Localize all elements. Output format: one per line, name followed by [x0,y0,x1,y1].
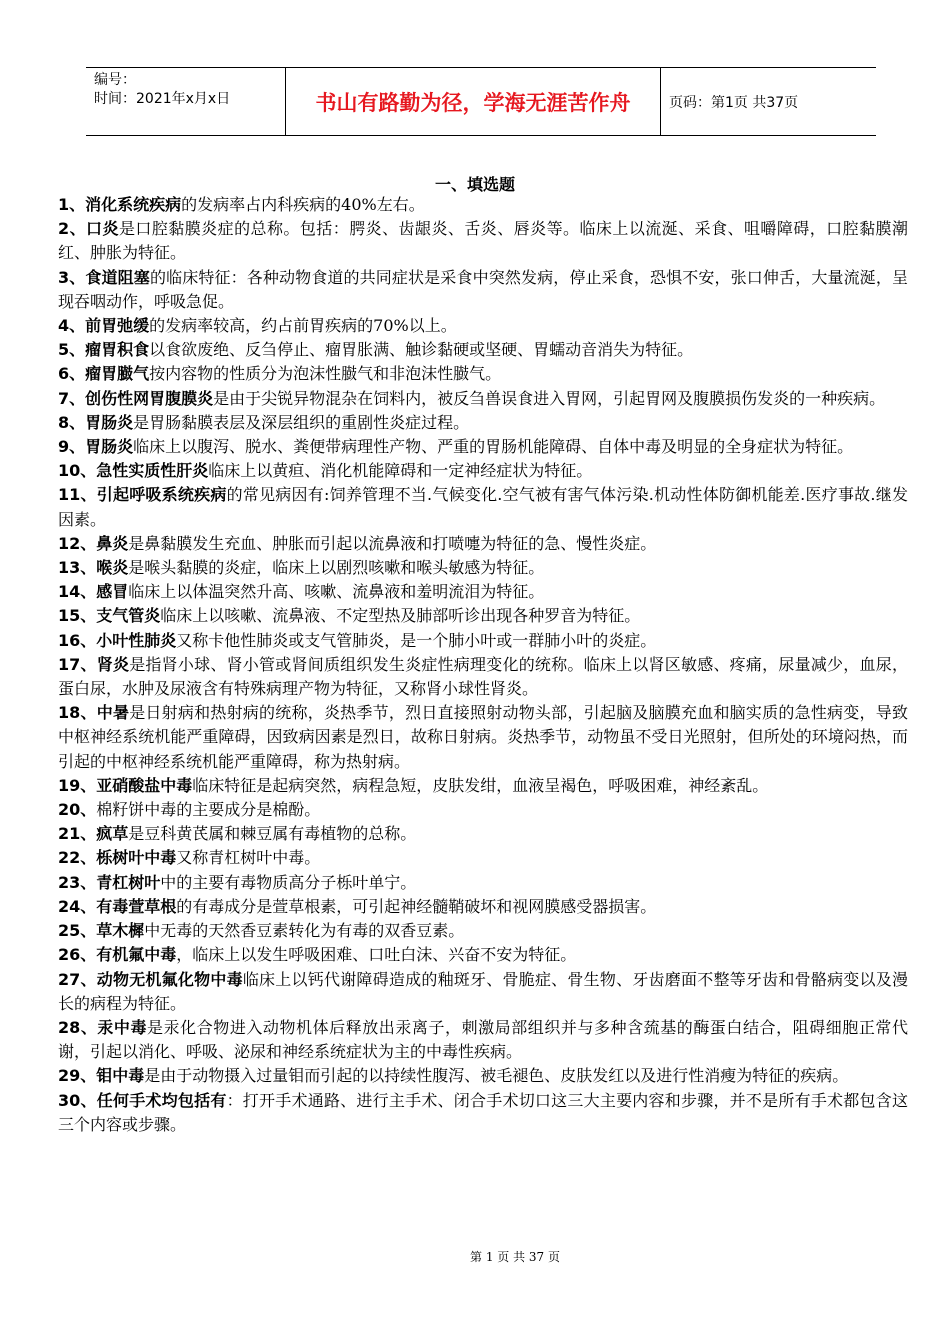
item-number: 28、 [58,1017,98,1037]
item-term: 栎树叶中毒 [96,848,177,868]
item-text: 是豆科黄芪属和棘豆属有毒植物的总称。 [128,824,417,844]
item-number: 19、 [58,775,97,795]
item-term: 引起呼吸系统疾病 [96,485,227,505]
item-term: 疯草 [96,824,129,844]
item-text: ：打开手术通路、进行主手术、闭合手术切口这三大主要内容和步骤，并不是所有手术都包含这三个内容或步骤。 [58,1090,908,1134]
item-number: 1、 [58,195,86,214]
item-term: 草木樨 [96,921,145,941]
item-number: 9、 [58,437,86,457]
item-number: 7、 [58,388,86,408]
item-text: 的发病率占内科疾病的40%左右。 [181,195,425,214]
item-text: 以食欲废绝、反刍停止、瘤胃胀满、触诊黏硬或坚硬、胃蠕动音消失为特征。 [149,340,694,360]
item-text: 临床特征是起病突然，病程急短，皮肤发绀，血液呈褐色，呼吸困难，神经紊乱。 [192,775,769,795]
list-item [58,266,908,314]
header-page-info-cell [661,68,876,135]
item-term: 亚硝酸盐中毒 [96,775,193,795]
list-item [58,846,908,870]
item-term: 创伤性网胃腹膜炎 [85,388,214,408]
item-number: 16、 [58,630,97,650]
item-number: 3、 [58,267,86,287]
item-term: 支气管炎 [96,606,161,626]
item-text: 中的主要有毒物质高分子栎叶单宁。 [160,872,417,892]
item-text: 临床上以咳嗽、流鼻液、不定型热及肺部听诊出现各种罗音为特征。 [160,606,641,626]
list-item [58,435,908,459]
item-number: 24、 [58,896,97,916]
item-number: 23、 [58,872,97,892]
list-item [58,798,908,822]
list-item [58,895,908,919]
list-item [58,362,908,386]
section-title: 一、填选题 [434,175,515,194]
item-term: 食道阻塞 [85,267,150,287]
item-text: 是日射病和热射病的统称，炎热季节，烈日直接照射动物头部，引起脑及脑膜充血和脑实质的急性病变，导致中枢神经系统机能严重障碍，因致病因素是烈日，故称日射病。炎热季节，动物虽不受日光照射，但所处的环境闷热，而引起的中枢神经系统机能严重障碍，称为热射病。 [58,703,908,771]
item-number: 6、 [58,364,86,384]
item-number: 18、 [58,703,97,723]
item-term: 前胃弛缓 [85,316,150,336]
item-text: 的常见病因有:饲养管理不当.气候变化.空气被有害气体污染.机动性体防御机能差.医疗事故.继发因素。 [58,485,908,529]
item-number: 8、 [58,412,86,432]
list-item [58,629,908,653]
item-number: 17、 [58,654,97,674]
list-item [58,822,908,846]
list-item [58,459,908,483]
list-item [58,387,908,411]
item-text: 临床上以体温突然升高、咳嗽、流鼻液和羞明流泪为特征。 [128,582,545,602]
item-term: 急性实质性肝炎 [96,461,209,481]
item-text: 的有毒成分是萱草根素，可引起神经髓鞘破坏和视网膜感受器损害。 [176,896,657,916]
item-number: 11、 [58,485,97,505]
item-number: 5、 [58,340,86,360]
list-item [58,1016,908,1064]
item-number: 2、 [58,219,87,239]
item-term: 有机氟中毒 [96,945,177,965]
item-text: 临床上以钙代谢障碍造成的釉斑牙、骨脆症、骨生物、牙齿磨面不整等牙齿和骨骼病变以及漫长的病程为特征。 [58,969,908,1013]
number-label: 编号： [94,72,136,88]
question-list [58,193,908,1137]
list-item [58,483,908,531]
page-footer: 第 1 页 共 37 页 [470,1250,560,1264]
item-text: 是喉头黏膜的炎症，临床上以剧烈咳嗽和喉头敏感为特征。 [128,558,545,578]
list-item [58,943,908,967]
item-number: 26、 [58,945,97,965]
page-info: 页码：第1页 共37页 [669,94,799,111]
list-item [58,774,908,798]
item-term: 胃肠炎 [85,437,134,457]
item-term: 中暑 [96,703,130,723]
list-item [58,604,908,628]
item-term: 青杠树叶 [96,872,161,892]
item-text: 是由于动物摄入过量钼而引起的以持续性腹泻、被毛褪色、皮肤发红以及进行性消瘦为特征的疾病。 [144,1066,849,1086]
list-item [58,871,908,895]
item-number: 4、 [58,316,86,336]
list-item [58,580,908,604]
time-label: 时间：2021年x月x日 [94,91,231,107]
document-header [86,67,876,136]
item-term: 肾炎 [96,654,130,674]
item-text: 的发病率较高，约占前胃疾病的70%以上。 [149,316,457,336]
list-item [58,968,908,1016]
list-item [58,532,908,556]
list-item [58,314,908,338]
item-text: 是口腔黏膜炎症的总称。包括：腭炎、齿龈炎、舌炎、唇炎等。临床上以流涎、采食、咀嚼障碍，口腔黏膜潮红、肿胀为特征。 [58,219,908,263]
item-number: 27、 [58,969,97,989]
item-text: 是由于尖锐异物混杂在饲料内，被反刍兽误食进入胃网，引起胃网及腹膜损伤发炎的一种疾病。 [213,388,886,408]
item-term: 动物无机氟化物中毒 [96,969,243,989]
list-item [58,217,908,265]
list-item [58,556,908,580]
header-motto-cell [286,68,661,135]
item-term: 胃肠炎 [85,412,134,432]
item-number: 14、 [58,582,97,602]
item-term: 有毒萱草根 [96,896,177,916]
item-term: 感冒 [96,582,129,602]
list-item [58,701,908,774]
item-term: 瘤胃积食 [85,340,150,360]
item-text: 按内容物的性质分为泡沫性臌气和非泡沫性臌气。 [149,364,502,384]
list-item [58,653,908,701]
item-term: 棉籽饼中毒 [96,800,177,820]
item-term: 任何手术均包括有 [96,1090,227,1110]
motto: 书山有路勤为径，学海无涯苦作舟 [315,90,631,115]
item-term: 小叶性肺炎 [96,630,177,650]
list-item [58,193,908,217]
item-text: 是指肾小球、肾小管或肾间质组织发生炎症性病理变化的统称。临床上以肾区敏感、疼痛，尿量减少，血尿，蛋白尿，水肿及尿液含有特殊病理产物为特征，又称肾小球性肾炎。 [58,654,908,699]
item-text: 是鼻黏膜发生充血、肿胀而引起以流鼻液和打喷嚏为特征的急、慢性炎症。 [128,533,657,553]
header-meta [86,68,286,135]
item-term: 喉炎 [96,558,129,578]
list-item [58,411,908,435]
list-item [58,1089,908,1137]
list-item [58,1064,908,1088]
item-text: 临床上以黄疸、消化机能障碍和一定神经症状为特征。 [208,461,593,481]
item-number: 25、 [58,921,97,941]
item-term: 口炎 [86,219,119,239]
item-text: 又称卡他性肺炎或支气管肺炎，是一个肺小叶或一群肺小叶的炎症。 [176,630,657,650]
item-text: 又称青杠树叶中毒。 [176,848,321,868]
item-term: 汞中毒 [97,1017,148,1037]
item-number: 20、 [58,800,97,820]
item-number: 21、 [58,824,97,844]
item-number: 30、 [58,1090,97,1110]
item-term: 消化系统疾病 [85,195,182,214]
item-text: 是胃肠黏膜表层及深层组织的重剧性炎症过程。 [133,412,470,432]
item-term: 鼻炎 [96,533,129,553]
item-number: 15、 [58,606,97,626]
item-number: 10、 [58,461,97,481]
item-term: 钼中毒 [96,1066,145,1086]
item-text: 临床上以腹泻、脱水、粪便带病理性产物、严重的胃肠机能障碍、自体中毒及明显的全身症状为特征。 [133,437,854,457]
list-item [58,919,908,943]
item-text: 中无毒的天然香豆素转化为有毒的双香豆素。 [144,921,465,941]
item-number: 12、 [58,533,97,553]
item-text: 的主要成分是棉酚。 [176,800,321,820]
item-text: ，临床上以发生呼吸困难、口吐白沫、兴奋不安为特征。 [176,945,577,965]
item-term: 瘤胃臌气 [85,364,150,384]
item-text: 的临床特征：各种动物食道的共同症状是采食中突然发病，停止采食，恐惧不安，张口伸舌，大量流涎，呈现吞咽动作，呼吸急促。 [58,267,908,311]
item-text: 是汞化合物进入动物机体后释放出汞离子，刺激局部组织并与多种含巯基的酶蛋白结合，阻碍细胞正常代谢，引起以消化、呼吸、泌尿和神经系统症状为主的中毒性疾病。 [58,1017,908,1062]
item-number: 13、 [58,558,97,578]
list-item [58,338,908,362]
item-number: 29、 [58,1066,97,1086]
item-number: 22、 [58,848,97,868]
